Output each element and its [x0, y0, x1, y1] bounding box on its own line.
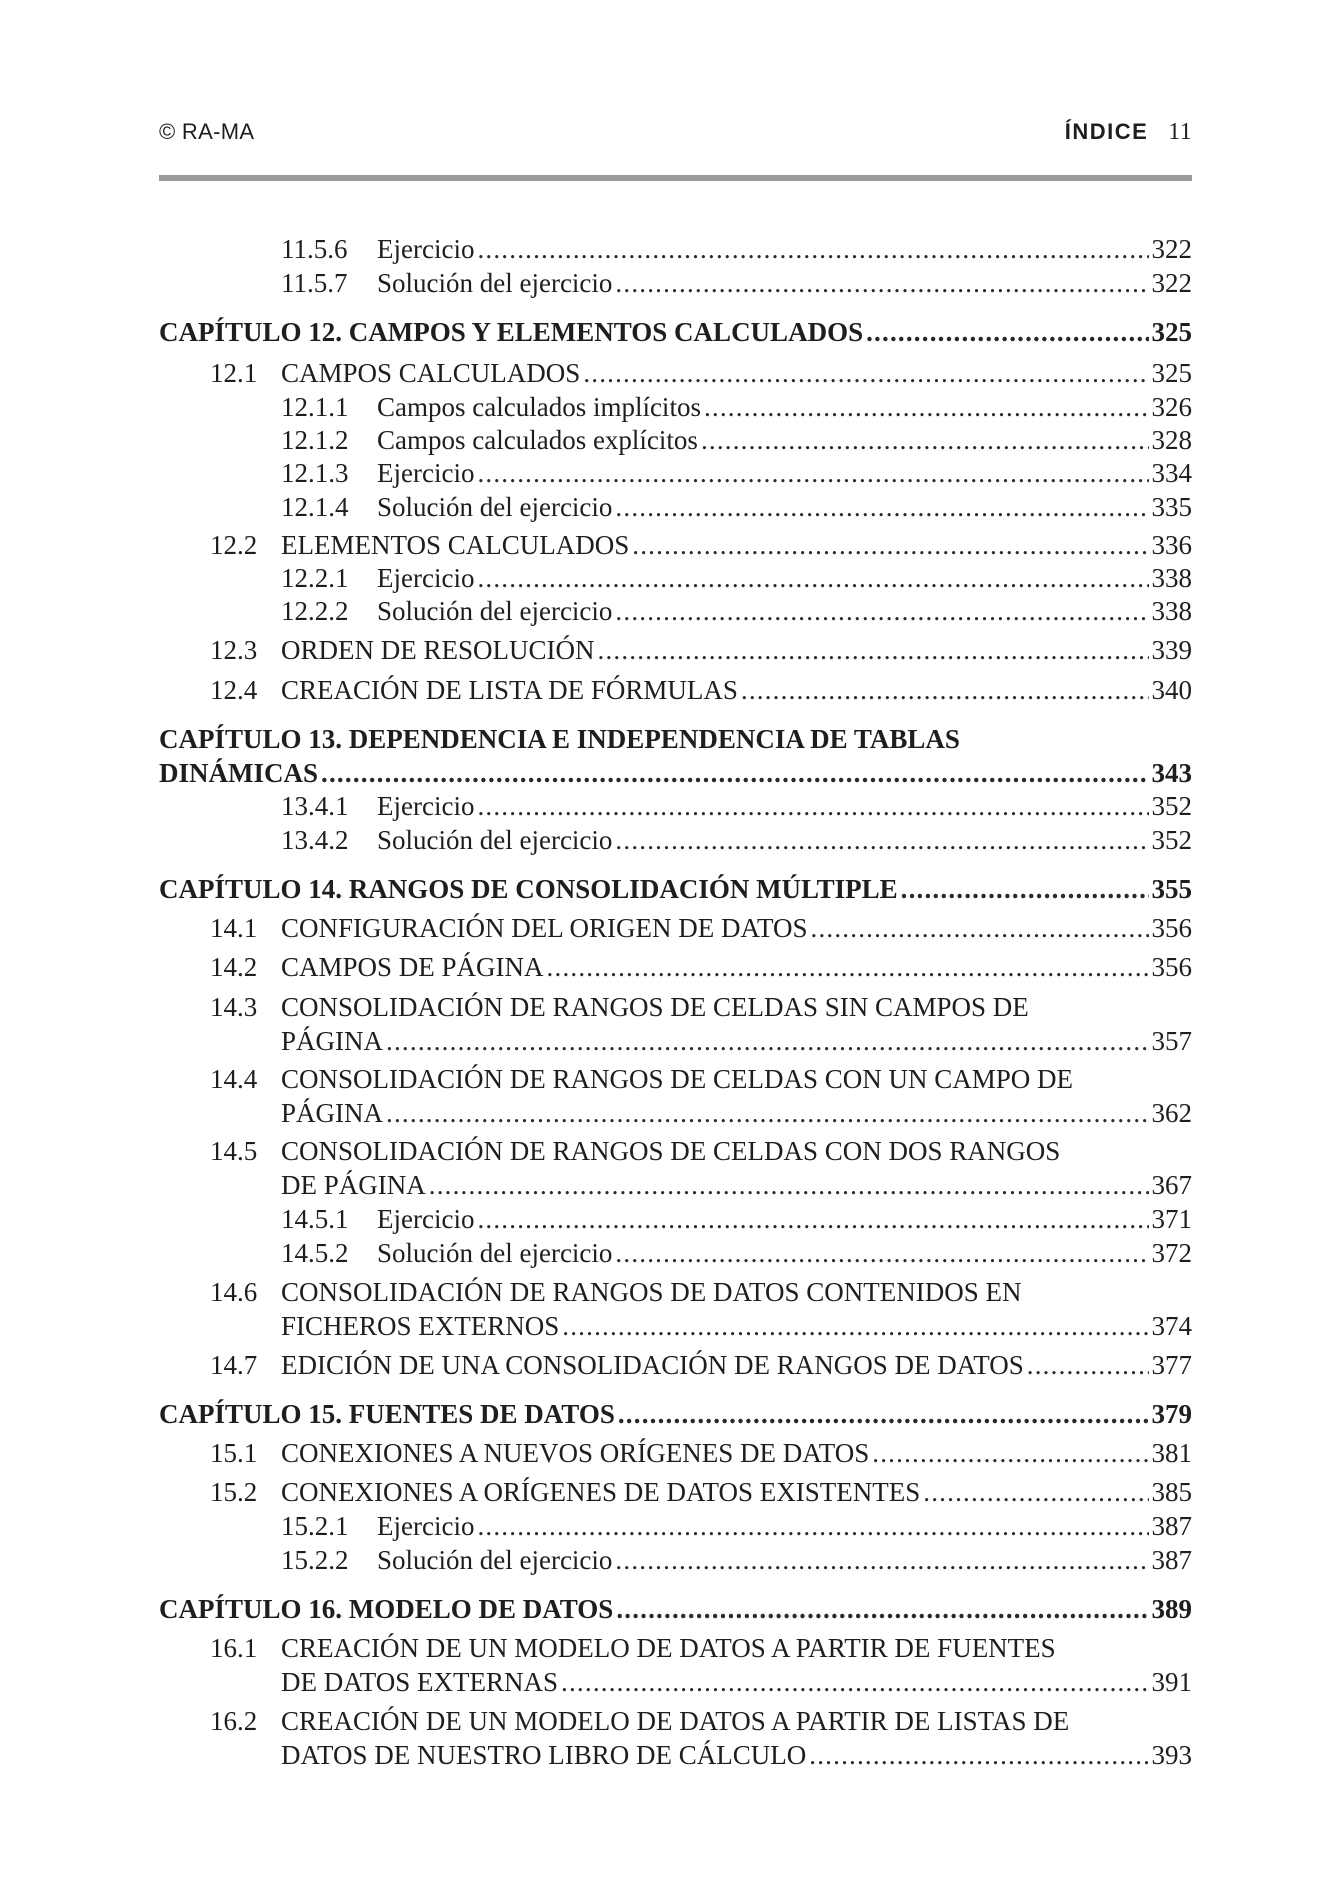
- toc-entry-page: 338: [1151, 596, 1192, 626]
- toc-entry: [159, 1275, 1192, 1309]
- toc-entry: [159, 1704, 1192, 1738]
- leader-dots: [632, 528, 1148, 562]
- leader-dots: [477, 1202, 1148, 1236]
- toc-entry-page: 355: [1151, 874, 1192, 904]
- toc-entry-title: FICHEROS EXTERNOS: [281, 1309, 562, 1343]
- toc-entry: [159, 1062, 1192, 1096]
- leader-dots: [872, 1436, 1148, 1470]
- leader-dots: [616, 1592, 1148, 1626]
- toc-entry: [159, 673, 1192, 707]
- toc-entry-page: 336: [1151, 530, 1192, 560]
- toc-entry-page: 343: [1151, 758, 1192, 788]
- header-title: ÍNDICE: [1064, 118, 1149, 144]
- toc-entry-page: 334: [1151, 458, 1192, 488]
- toc-entry-number: 11.5.6: [281, 234, 348, 264]
- toc-entry-number: 16.2: [210, 1706, 258, 1736]
- toc-entry-number: 14.5: [210, 1136, 258, 1166]
- toc-entry-title: PÁGINA: [281, 1096, 386, 1130]
- toc-entry-title: DE DATOS EXTERNAS: [281, 1665, 561, 1699]
- toc-entry: [159, 1309, 1192, 1343]
- toc-entry-page: 371: [1151, 1204, 1192, 1234]
- toc-entry: [159, 1631, 1192, 1665]
- leader-dots: [477, 232, 1148, 266]
- leader-dots: [562, 1309, 1148, 1343]
- leader-dots: [615, 1236, 1148, 1270]
- toc-entry-number: 12.2: [210, 530, 258, 560]
- leader-dots: [429, 1168, 1149, 1202]
- toc-entry-page: 374: [1151, 1311, 1192, 1341]
- toc-entry-page: 357: [1151, 1026, 1192, 1056]
- leader-dots: [615, 823, 1148, 857]
- leader-dots: [321, 756, 1148, 790]
- leader-dots: [741, 673, 1149, 707]
- toc-entry-title: PÁGINA: [281, 1024, 386, 1058]
- leader-dots: [923, 1475, 1148, 1509]
- toc-entry: [159, 911, 1192, 945]
- toc-entry: [159, 950, 1192, 984]
- leader-dots: [615, 490, 1148, 524]
- toc-entry-page: 352: [1151, 791, 1192, 821]
- toc-entry-number: 14.1: [210, 913, 258, 943]
- toc-entry-page: 325: [1151, 317, 1192, 347]
- leader-dots: [386, 1096, 1148, 1130]
- toc-entry: [159, 633, 1192, 667]
- toc-chapter-entry: [159, 315, 1192, 349]
- toc-entry: [159, 266, 1192, 300]
- toc-entry-title: CAPÍTULO 15. FUENTES DE DATOS: [159, 1397, 618, 1431]
- toc-entry-title: CAPÍTULO 16. MODELO DE DATOS: [159, 1592, 616, 1626]
- page-header: [159, 112, 1192, 152]
- leader-dots: [615, 266, 1148, 300]
- leader-dots: [901, 872, 1149, 906]
- leader-dots: [477, 1509, 1148, 1543]
- toc-entry-page: 335: [1151, 492, 1192, 522]
- leader-dots: [618, 1397, 1149, 1431]
- toc-entry-number: 12.1.2: [281, 425, 349, 455]
- toc-entry-page: 352: [1151, 825, 1192, 855]
- toc-entry-title: Ejercicio: [377, 789, 477, 823]
- toc-entry-number: 11.5.7: [281, 268, 348, 298]
- toc-entry-number: 15.2.2: [281, 1545, 349, 1575]
- toc-entry-title: Ejercicio: [377, 561, 477, 595]
- toc-entry-number: 12.1.1: [281, 392, 349, 422]
- toc-entry-title: Solución del ejercicio: [377, 490, 615, 524]
- toc-entry-page: 340: [1151, 675, 1192, 705]
- toc-entry: [159, 1348, 1192, 1382]
- toc-entry: [159, 528, 1192, 562]
- toc-entry-number: 15.1: [210, 1438, 258, 1468]
- page-number: 11: [1168, 118, 1192, 145]
- toc-entry: [159, 1134, 1192, 1168]
- leader-dots: [583, 356, 1148, 390]
- toc-entry-number: 14.7: [210, 1350, 258, 1380]
- toc-entry-number: 14.2: [210, 952, 258, 982]
- leader-dots: [477, 561, 1148, 595]
- toc-entry-number: 12.4: [210, 675, 258, 705]
- publisher-copyright: © RA-MA: [159, 119, 255, 144]
- toc-entry-page: 339: [1151, 635, 1192, 665]
- leader-dots: [547, 950, 1149, 984]
- toc-entry-title: DATOS DE NUESTRO LIBRO DE CÁLCULO: [281, 1738, 809, 1772]
- leader-dots: [386, 1024, 1148, 1058]
- toc-entry-page: 379: [1151, 1399, 1192, 1429]
- toc-entry-title: Ejercicio: [377, 456, 477, 490]
- toc-entry-title: ORDEN DE RESOLUCIÓN: [281, 633, 598, 667]
- toc-entry: [159, 561, 1192, 595]
- toc-entry-number: 14.6: [210, 1277, 258, 1307]
- toc-entry-title: Solución del ejercicio: [377, 823, 615, 857]
- toc-entry: [159, 1236, 1192, 1270]
- toc-chapter-entry: [159, 722, 1192, 756]
- toc-entry: [159, 390, 1192, 424]
- leader-dots: [598, 633, 1149, 667]
- toc-entry-title: Campos calculados implícitos: [377, 390, 704, 424]
- toc-entry: [159, 1202, 1192, 1236]
- toc-entry-title: Ejercicio: [377, 232, 477, 266]
- leader-dots: [615, 1543, 1148, 1577]
- leader-dots: [477, 789, 1148, 823]
- toc-entry-number: 14.5.2: [281, 1238, 349, 1268]
- toc-entry-title: Solución del ejercicio: [377, 1236, 615, 1270]
- toc-entry-page: 362: [1151, 1098, 1192, 1128]
- toc-entry-page: 325: [1151, 358, 1192, 388]
- leader-dots: [701, 423, 1149, 457]
- toc-entry-title: CREACIÓN DE UN MODELO DE DATOS A PARTIR DE LISTAS DE: [281, 1704, 1072, 1738]
- toc-entry-page: 393: [1151, 1740, 1192, 1770]
- toc-entry-title: Solución del ejercicio: [377, 1543, 615, 1577]
- toc-entry: [159, 1024, 1192, 1058]
- toc-entry-page: 385: [1151, 1477, 1192, 1507]
- toc-entry: [159, 356, 1192, 390]
- toc-entry: [159, 990, 1192, 1024]
- toc-entry-page: 381: [1151, 1438, 1192, 1468]
- toc-entry-title: CONEXIONES A ORÍGENES DE DATOS EXISTENTES: [281, 1475, 923, 1509]
- toc-entry-title: CONSOLIDACIÓN DE RANGOS DE CELDAS CON DOS RANGOS: [281, 1134, 1063, 1168]
- toc-entry-title: Campos calculados explícitos: [377, 423, 701, 457]
- toc-entry-number: 16.1: [210, 1633, 258, 1663]
- leader-dots: [615, 594, 1148, 628]
- toc-entry-page: 322: [1151, 268, 1192, 298]
- toc-entry-number: 12.1.4: [281, 492, 349, 522]
- toc-entry-number: 14.5.1: [281, 1204, 349, 1234]
- toc-entry-number: 13.4.1: [281, 791, 349, 821]
- toc-entry-title: EDICIÓN DE UNA CONSOLIDACIÓN DE RANGOS DE DATOS: [281, 1348, 1027, 1382]
- toc-entry: [159, 490, 1192, 524]
- toc-entry: [159, 1436, 1192, 1470]
- toc-entry-title: CAMPOS DE PÁGINA: [281, 950, 547, 984]
- toc-entry-page: 377: [1151, 1350, 1192, 1380]
- leader-dots: [704, 390, 1149, 424]
- toc-entry-page: 338: [1151, 563, 1192, 593]
- toc-entry: [159, 1168, 1192, 1202]
- toc-entry-title: Solución del ejercicio: [377, 266, 615, 300]
- toc-entry-page: 367: [1151, 1170, 1192, 1200]
- leader-dots: [561, 1665, 1148, 1699]
- leader-dots: [1027, 1348, 1149, 1382]
- toc-entry-number: 15.2: [210, 1477, 258, 1507]
- toc-entry-number: 12.1.3: [281, 458, 349, 488]
- toc-chapter-entry: [159, 756, 1192, 790]
- toc-entry-number: 13.4.2: [281, 825, 349, 855]
- leader-dots: [809, 1738, 1148, 1772]
- toc-entry-page: 387: [1151, 1511, 1192, 1541]
- toc-entry: [159, 1096, 1192, 1130]
- toc-chapter-entry: [159, 1397, 1192, 1431]
- toc-entry-title: CAPÍTULO 13. DEPENDENCIA E INDEPENDENCIA DE TABLAS: [159, 722, 963, 756]
- toc-entry-title: Solución del ejercicio: [377, 594, 615, 628]
- toc-entry: [159, 1475, 1192, 1509]
- toc-entry-number: 15.2.1: [281, 1511, 349, 1541]
- toc-entry: [159, 594, 1192, 628]
- toc-entry: [159, 1665, 1192, 1699]
- toc-entry-title: CAPÍTULO 12. CAMPOS Y ELEMENTOS CALCULADOS: [159, 315, 866, 349]
- toc-entry-number: 12.1: [210, 358, 258, 388]
- toc-entry-page: 356: [1151, 952, 1192, 982]
- header-divider: [159, 175, 1192, 181]
- toc-entry-number: 12.3: [210, 635, 258, 665]
- toc-chapter-entry: [159, 872, 1192, 906]
- toc-entry-title: CAMPOS CALCULADOS: [281, 356, 583, 390]
- toc-entry-title: DINÁMICAS: [159, 756, 321, 790]
- toc-entry-title: CONFIGURACIÓN DEL ORIGEN DE DATOS: [281, 911, 811, 945]
- toc-entry-number: 14.4: [210, 1064, 258, 1094]
- toc-entry-number: 12.2.1: [281, 563, 349, 593]
- toc-entry-title: CREACIÓN DE UN MODELO DE DATOS A PARTIR DE FUENTES: [281, 1631, 1059, 1665]
- toc-entry-title: CONSOLIDACIÓN DE RANGOS DE CELDAS SIN CAMPOS DE: [281, 990, 1032, 1024]
- toc-entry-title: CONSOLIDACIÓN DE RANGOS DE DATOS CONTENIDOS EN: [281, 1275, 1025, 1309]
- toc-entry-title: Ejercicio: [377, 1202, 477, 1236]
- leader-dots: [477, 456, 1148, 490]
- toc-entry-page: 391: [1151, 1667, 1192, 1697]
- header-right: [1065, 119, 1192, 146]
- toc-entry-title: CONEXIONES A NUEVOS ORÍGENES DE DATOS: [281, 1436, 872, 1470]
- toc-entry-page: 387: [1151, 1545, 1192, 1575]
- toc-chapter-entry: [159, 1592, 1192, 1626]
- toc-entry: [159, 789, 1192, 823]
- toc-entry: [159, 1509, 1192, 1543]
- toc-entry-number: 12.2.2: [281, 596, 349, 626]
- toc-entry-page: 356: [1151, 913, 1192, 943]
- toc-entry-page: 322: [1151, 234, 1192, 264]
- leader-dots: [866, 315, 1148, 349]
- toc-entry-page: 328: [1151, 425, 1192, 455]
- toc-entry-page: 372: [1151, 1238, 1192, 1268]
- toc-entry-page: 389: [1151, 1594, 1192, 1624]
- toc-entry-title: CREACIÓN DE LISTA DE FÓRMULAS: [281, 673, 741, 707]
- toc-entry: [159, 456, 1192, 490]
- toc-entry: [159, 1543, 1192, 1577]
- toc-entry: [159, 823, 1192, 857]
- toc-entry: [159, 1738, 1192, 1772]
- toc-entry-title: ELEMENTOS CALCULADOS: [281, 528, 632, 562]
- toc-entry-number: 14.3: [210, 992, 258, 1022]
- toc-entry-title: Ejercicio: [377, 1509, 477, 1543]
- toc-entry-title: DE PÁGINA: [281, 1168, 429, 1202]
- toc-entry: [159, 232, 1192, 266]
- leader-dots: [811, 911, 1149, 945]
- toc-entry: [159, 423, 1192, 457]
- toc-entry-title: CAPÍTULO 14. RANGOS DE CONSOLIDACIÓN MÚLTIPLE: [159, 872, 901, 906]
- toc-entry-title: CONSOLIDACIÓN DE RANGOS DE CELDAS CON UN CAMPO DE: [281, 1062, 1076, 1096]
- toc-entry-page: 326: [1151, 392, 1192, 422]
